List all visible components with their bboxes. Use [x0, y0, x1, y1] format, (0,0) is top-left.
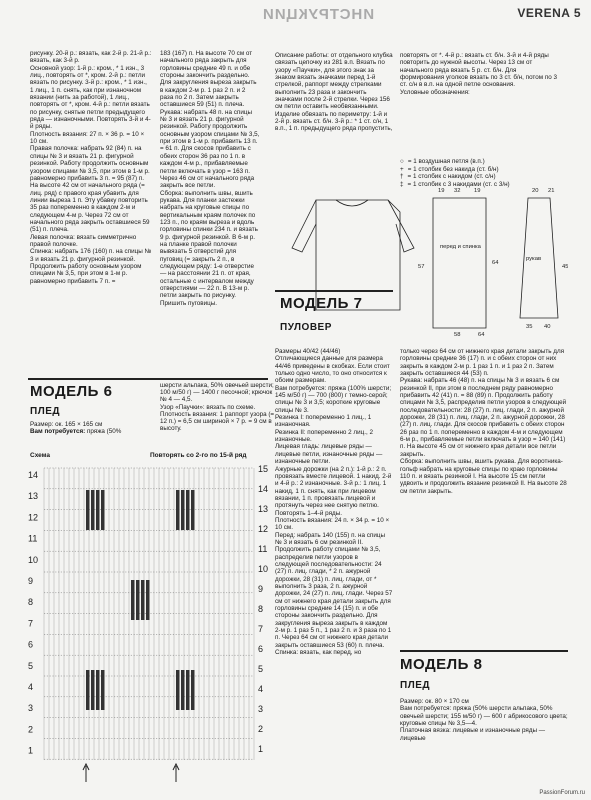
front-back-piece	[433, 198, 486, 328]
dim-top-1: 19	[438, 188, 445, 194]
legend-text: = 1 воздушная петля (в.п.)	[407, 158, 485, 165]
model7-title: МОДЕЛЬ 7	[280, 295, 363, 312]
row-number-right: 2	[258, 724, 264, 734]
dim-top-3: 19	[474, 188, 481, 194]
chart-motif-block	[131, 580, 135, 620]
chart-motif-block	[91, 490, 95, 530]
legend-symbol: ○	[400, 158, 404, 165]
sweater-body	[316, 200, 400, 310]
model7-continued-text: только через 64 см от нижнего края детали закрыть для горловины средние 36 (17) п. и с обеих сторон от них закрыть в каждом 2-м р. 1 раз 1 п. и 1 раз 2 п. Затем закрыть оставшиеся 44 (53) п. Рукава: набрать 46 (48) п. на спицы № 3 и вязать 6 см резинкой II, при этом в последнем ряду равномерно прибавить 42 (41) п. = 88 (89) п. Продолжить работу спицами № 3,5, распределив петли узоров в следующей последовательности: 28 (27) п. лиц. глади, 2 п. ажурной дорожки, 28 (31) п. лиц. глади, 2 п. ажурной дорожки, 28 (27) п. лиц. глади. Для скосов прибавить с обеих сторон 26 раз по 1 п. попеременно в каждом 4-м и следующем 6-м р., прибавляемые петли включать в узор = 140 (141) п. На высоте 45 см от нижнего края детали все петли закрыть. Сборка: выполнить швы, вшить рукава. Для воротника-гольф набрать на круговые спицы по краю горловины 110 п. и вязать резинкой I. На высоте 15 см петли удвоить и продолжить вязание резинкой II. На высоте 28 см петли закрыть.	[400, 348, 567, 495]
model6-continued-text: шерсти альпака, 50% овечьей шерсти; 100 м/50 г) — 1400 г песочной; крючок № 4 — 4,5. Узор «Паучки»: вязать по схеме. Плотность вязания: 1 раппорт узора (= 12 п.) = 6,5 см шириной × 7 р. = 9 см в высоту.	[160, 382, 275, 433]
row-number-right: 12	[258, 524, 269, 534]
model6-info	[30, 421, 158, 435]
chart-motif-block	[96, 670, 100, 710]
chart-motif-block	[91, 670, 95, 710]
repeat-arrow-icon	[173, 764, 179, 782]
chart-motif-block	[136, 580, 140, 620]
chart-motif-block	[176, 670, 180, 710]
legend-item-single	[400, 166, 568, 174]
model6-continued	[160, 382, 275, 438]
row-number-right: 14	[258, 484, 269, 494]
text-column-3	[275, 52, 393, 176]
row-number-right: 15	[258, 464, 269, 474]
chart-motif-block	[146, 580, 150, 620]
row-number-right: 6	[258, 644, 264, 654]
row-numbers-right	[258, 464, 268, 754]
text-column-2	[160, 50, 260, 370]
label-sleeve: рукав	[526, 256, 542, 262]
model6-size: Размер: ок. 165 × 165 см	[30, 421, 103, 428]
dim-bottom-1: 58	[454, 332, 461, 338]
dim-height-total: 64	[492, 260, 499, 266]
legend-text: = 1 столбик без накида (ст. б/н)	[407, 165, 499, 173]
dim-sleeve-bottom-1: 35	[526, 324, 533, 330]
model7-text-block	[275, 348, 393, 788]
row-number-right: 4	[258, 684, 264, 694]
dim-height: 57	[418, 264, 425, 270]
row-number-left: 11	[28, 533, 38, 544]
chart-motif-block	[191, 670, 195, 710]
column-4-text: повторять от *. 4-й р.: вязать ст. б/н. 3-й и 4-й ряды повторить до нужной высоты. Через 13 см от начального ряда вязать 5 р. ст. б/н. Для формирования уголков вязать по 3 ст. б/н, потом по 3 ст. с/н в в.п. на одной петле основания. Условные обозначения:	[400, 52, 557, 96]
row-number-left: 5	[28, 660, 34, 671]
row-number-left: 6	[28, 639, 34, 650]
legend-symbol: †	[400, 173, 404, 180]
row-number-right: 11	[258, 544, 268, 554]
chart-motif-block	[176, 490, 180, 530]
column-3-text: Описание работы: от отдельного клубка связать цепочку из 281 в.п. Вязать по узору «Паучки», для этого знак за знаком вязать значками перед 1-й стрелкой, раппорт между стрелками выполнить 23 раза и закончить значками после 2-й стрелки. Через 156 см петли оставить необвязанными. Изделие обвязать по периметру: 1-й и 2-й р. вязать ст. б/н. 3-й р.: * 1 ст. с/н, 1 в.п., 1 п. предыдущего ряда пропустить,	[275, 52, 393, 133]
row-number-left: 12	[28, 512, 39, 523]
chart-motif-block	[101, 670, 105, 710]
dim-sleeve-width: 20	[532, 188, 539, 194]
footer-watermark: PassionForum.ru	[539, 790, 585, 796]
brand-name: VERENA	[517, 6, 570, 20]
row-number-right: 10	[258, 564, 269, 574]
chart-motif-block	[181, 490, 185, 530]
repeat-arrow-icon	[83, 764, 89, 782]
page-header	[0, 0, 591, 24]
row-number-left: 10	[28, 554, 39, 565]
row-number-right: 3	[258, 704, 264, 714]
row-number-left: 9	[28, 576, 34, 586]
row-number-right: 1	[258, 744, 264, 754]
text-column-1	[30, 50, 152, 380]
brand-label	[517, 6, 581, 20]
chart-motif-block	[96, 490, 100, 530]
row-numbers-left	[28, 470, 38, 756]
dim-top-2: 32	[454, 188, 461, 194]
row-number-left: 1	[28, 745, 34, 756]
legend-text: = 1 столбик с накидом (ст. с/н)	[407, 173, 496, 180]
crochet-chart	[26, 460, 272, 790]
pullover-schematic	[278, 178, 568, 338]
model6-title: МОДЕЛЬ 6	[30, 383, 113, 400]
row-number-left: 13	[28, 491, 39, 502]
sweater-left-sleeve	[292, 200, 316, 252]
sweater-neck	[336, 200, 368, 206]
row-number-left: 4	[28, 682, 34, 692]
chart-motif-block	[141, 580, 145, 620]
legend-symbol: ‡	[400, 180, 404, 188]
chart-motif-block	[191, 490, 195, 530]
sweater-right-sleeve	[388, 200, 414, 252]
dim-sleeve-bottom-2: 40	[544, 324, 551, 330]
row-number-left: 2	[28, 724, 34, 735]
row-number-left: 7	[28, 618, 34, 629]
row-number-left: 3	[28, 703, 34, 714]
chart-motif-block	[101, 490, 105, 530]
model8-text: Размер: ок. 80 × 170 см Вам потребуется: пряжа (50% шерсти альпака, 50% овечьей шерсти; 155 м/50 г) — 600 г абрикосового цвета; круговые спицы № 3,5—4. Платочная вязка: лицевые и изнаночные ряды — лицевые	[400, 698, 568, 742]
legend-symbol: +	[400, 165, 404, 173]
label-front-back: перед и спинка	[440, 244, 481, 250]
divider-model8	[400, 650, 568, 652]
row-number-left: 8	[28, 597, 34, 608]
model8-title: МОДЕЛЬ 8	[400, 656, 483, 673]
model6-materials-text: пряжа (50%	[86, 428, 122, 436]
model6-materials-label: Вам потребуется:	[30, 428, 86, 436]
dim-sleeve-length: 45	[562, 264, 568, 270]
text-column-4	[400, 52, 560, 160]
model7-text: Размеры 40/42 (44/46) Отличающиеся данные для размера 44/46 приведены в скобках. Если стоит только одно число, то оно относится к обоим размерам. Вам потребуется: пряжа (100% шерсти; 145 м/50 г) — 700 (800) г темно-серой; спицы № 3 и 3,5; короткие круговые спицы № 3. Резинка I: попеременно 1 лиц., 1 изнаночная. Резинка II: попеременно 2 лиц., 2 изнаночные. Лицевая гладь: лицевые ряды — лицевые петли, изнаночные ряды — изнаночные петли. Ажурные дорожки (на 2 п.): 1-й р.: 2 п. провязать вместе лицевой. 1 накид. 2-й и 4-й р.: 2 изнаночные. 3-й р.: 1 лиц. 1 накид, 1 п. снять, как при лицевом вязании, 1 п. провязать лицевой и протянуть через нее снятую петлю. Повторять 1–4-й ряды. Плотность вязания: 24 п. × 34 р. = 10 × 10 см. Перед: набрать 140 (155) п. на спицы № 3 и вязать 6 см резинкой II. Продолжить работу спицами № 3,5, распределив петли узоров в следующей последовательности: 24 (27) п. лиц. глади, * 2 п. ажурной дорожки, 28 (31) п. лиц. глади, от * выполнить 3 раза, 2 п. ажурной дорожки, 24 (27) п. лиц. глади. Через 57 см от нижнего края детали закрыть для горловины средние 14 (15) п. и обе стороны закончить раздельно. Для закругления выреза закрыть в каждом 2-м р. 1 раз 5 п., 1 раз 2 п. и 3 раза по 1 п. Через 64 см от нижнего края детали закрыть оставшиеся 53 (60) п. плеча. Спинка: вязать, как перед, но	[275, 348, 393, 657]
chart-motif-block	[86, 670, 90, 710]
row-number-right: 13	[258, 504, 269, 514]
schema-label: Схема	[30, 452, 51, 459]
divider-model6	[28, 378, 268, 380]
column-1-text: рисунку. 20-й р.: вязать, как 2-й р. 21-й р.: вязать, как 3-й р. Основной узор: 1-й р.: кром., * 1 изн., 3 лиц., повторять от *, кром. 2-й р.: петли вязать по рисунку. 3-й р.: кром., * 1 изн., 1 лиц., 1 п. снять, как при изнаночном вязании (нить за работой), 1 лиц., повторять от *, кром. 4-й р.: петли вязать по рисунку, снятые петли предыдущего ряда — изнаночными. Повторять 3-й и 4-й ряды. Плотность вязания: 27 п. × 36 р. = 10 × 10 см. Правая полочка: набрать 92 (84) п. на спицы № 3 и вязать 21 р. фигурной резинкой. Работу продолжить основным узором спицами № 3,5, при этом в 1-м р. равномерно прибавить 3 п. = 95 (87) п. На высоте 42 см от начального ряда (= лиц. ряд) с правого края убавить для линии выреза 1 п. Эту убавку повторить 35 раз попеременно в каждом 2-м и следующем 4-м р. Через 72 см от начального ряда закрыть оставшиеся 59 (51) п. плеча. Левая полочка: вязать симметрично правой полочке. Спинка: набрать 176 (160) п. на спицы № 3 и вязать 21 р. фигурной резинкой. Продолжить работу основным узором спицами № 3,5, при этом в 1-м р. равномерно прибавить 7 п. =	[30, 50, 152, 285]
legend-item-chain	[400, 158, 568, 166]
model8-subtitle: ПЛЕД	[400, 680, 430, 691]
chart-motif-block	[186, 670, 190, 710]
model6-subtitle: ПЛЕД	[30, 406, 60, 417]
chart-motif-block	[86, 490, 90, 530]
row-number-right: 9	[258, 584, 264, 594]
model7-continued-block	[400, 348, 568, 640]
chart-motif-block	[186, 490, 190, 530]
chart-motif-block	[181, 670, 185, 710]
row-number-right: 5	[258, 664, 264, 674]
column-2-text: 183 (167) п. На высоте 70 см от начального ряда закрыть для горловины средние 49 п. и обе стороны закончить раздельно. Для закругления выреза закрыть в каждом 2-м р. 1 раз 2 п. и 2 раза по 2 п. Затем закрыть оставшиеся 59 (51) п. плеча. Рукава: набрать 48 п. на спицы № 3 и вязать 21 р. фигурной резинкой. Работу продолжить основным узором спицами № 3,5, при этом в 1-м р. прибавить 13 п. = 61 п. Для скосов прибавить с обеих сторон 36 раз по 1 п. в каждом 4-м р., прибавляемые петли включать в узор = 163 п. Через 46 см от начального ряда закрыть все петли. Сборка: выполнить швы, вшить рукава. Для планки застежки набрать на круговые спицы по вертикальным краям полочек по 123 п., по краям выреза и вдоль горловины спинки 234 п. и вязать 9 р. фигурной резинкой. В 6-м р. на планке правой полочки вывязать 5 отверстий для пуговиц (= закрыть 2 п., в следующем ряду: 1-е отверстие — на расстоянии 21 п. от края, остальные с интервалом между отверстиями — 22 п. В 13-м р. петли закрыть по рисунку. Пришить пуговицы.	[160, 50, 260, 307]
model6-materials	[30, 428, 158, 435]
legend-text: = 1 столбик с 3 накидами (ст. с 3/н)	[407, 180, 510, 188]
chart-background	[44, 468, 254, 782]
row-number-right: 7	[258, 624, 264, 634]
model8-text-block	[400, 698, 568, 788]
model7-subtitle: ПУЛОВЕР	[280, 322, 332, 333]
dim-bottom-2: 64	[478, 332, 485, 338]
page-number: 5	[573, 6, 581, 20]
row-number-right: 8	[258, 604, 264, 614]
row-number-left: 14	[28, 470, 39, 480]
section-title: ИНСТРУКЦИИ	[262, 6, 375, 23]
repeat-label: Повторять со 2-го по 15-й ряд	[150, 452, 247, 459]
dim-sleeve-width-alt: 21	[548, 188, 555, 194]
